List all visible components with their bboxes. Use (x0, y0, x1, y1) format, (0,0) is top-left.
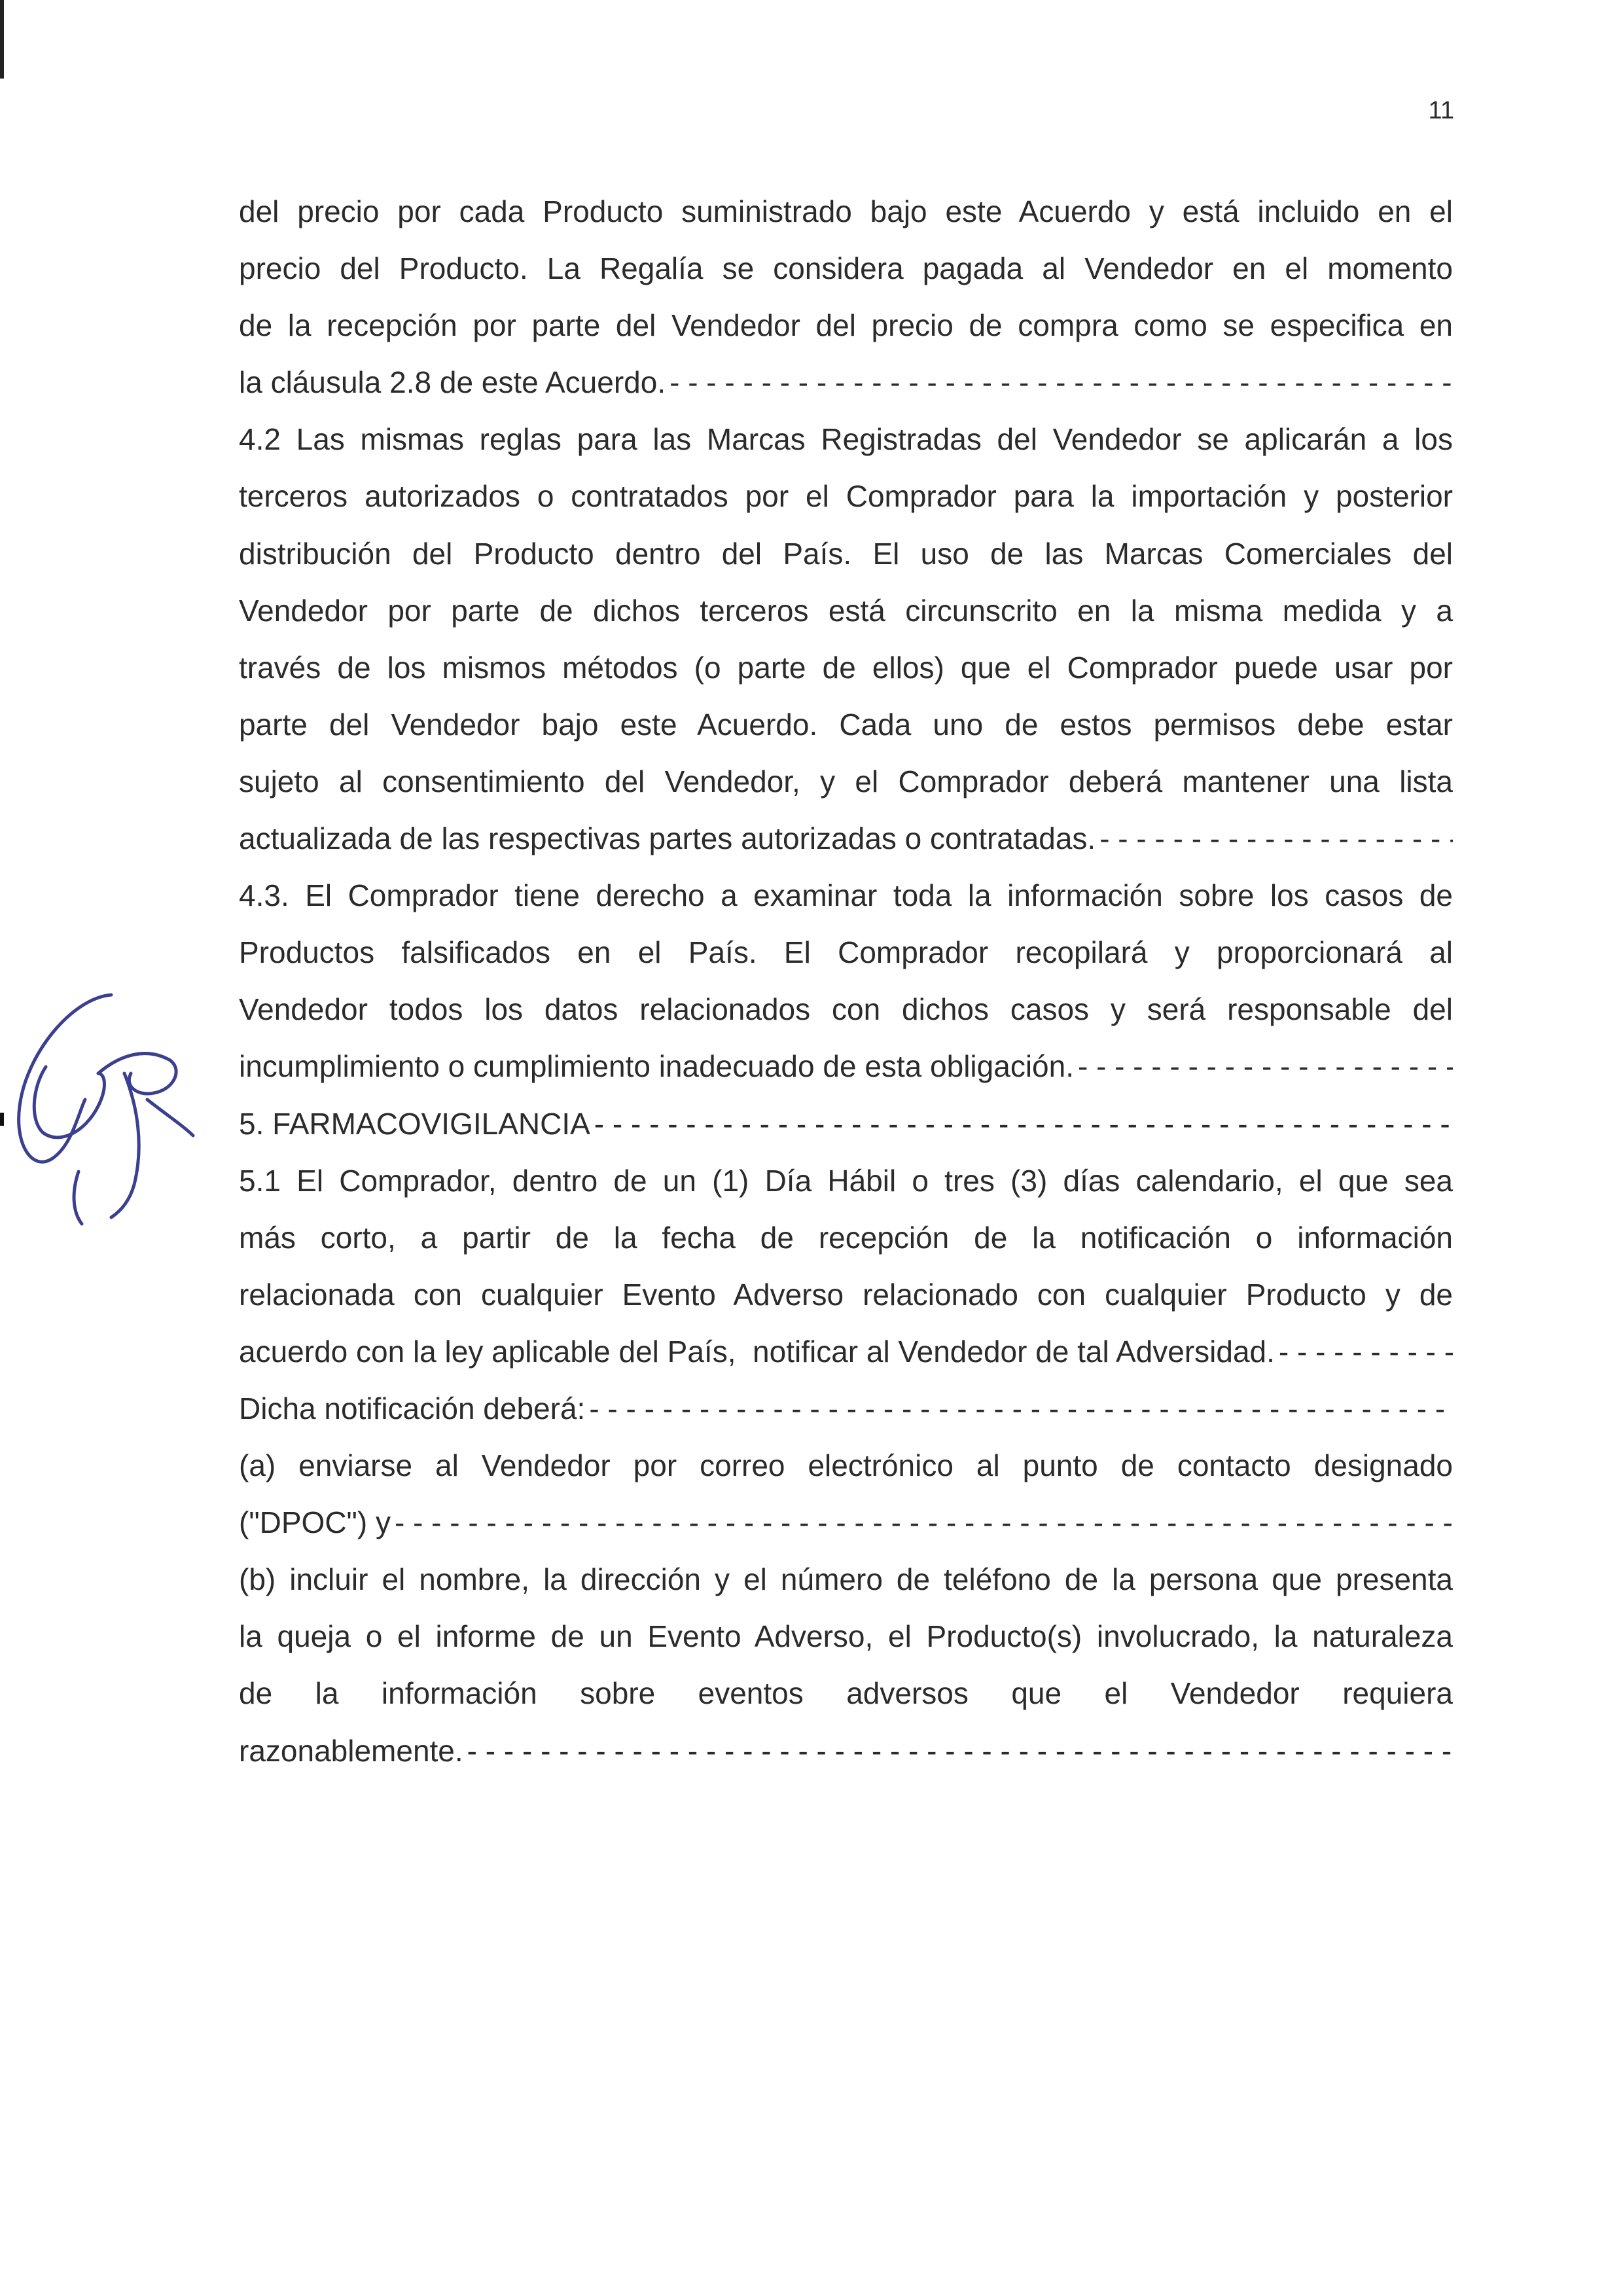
text-line (239, 1380, 1453, 1437)
line-text: precio del Producto. La Regalía se considera pagada al Vendedor en el momento (239, 251, 1453, 286)
line-text: (a) enviarse al Vendedor por correo electrónico al punto de contacto designado (239, 1448, 1453, 1483)
dash-filler (391, 1494, 1453, 1551)
text-line (239, 1551, 1453, 1608)
text-line (239, 1323, 1453, 1380)
line-text: distribución del Producto dentro del País. El uso de las Marcas Comerciales del (239, 536, 1453, 571)
page-number: 11 (1428, 97, 1454, 124)
dash-filler (590, 1096, 1453, 1153)
line-text: través de los mismos métodos (o parte de ellos) que el Comprador puede usar por (239, 650, 1453, 685)
line-text: 4.2 Las mismas reglas para las Marcas Registradas del Vendedor se aplicarán a los (239, 422, 1453, 457)
text-line (239, 753, 1453, 810)
text-line (239, 1210, 1453, 1266)
line-text: 4.3. El Comprador tiene derecho a examinar toda la información sobre los casos de (239, 878, 1453, 913)
line-text: Productos falsificados en el País. El Comprador recopilará y proporcionará al (239, 935, 1453, 970)
handwritten-signature (7, 975, 203, 1237)
line-text: 5.1 El Comprador, dentro de un (1) Día Hábil o tres (3) días calendario, el que sea (239, 1163, 1453, 1198)
text-line (239, 297, 1453, 354)
text-line (239, 924, 1453, 981)
line-text: (b) incluir el nombre, la dirección y el número de teléfono de la persona que presenta (239, 1562, 1453, 1597)
text-line (239, 411, 1453, 468)
text-line (239, 1153, 1453, 1210)
text-line (239, 1723, 1453, 1780)
text-line (239, 1096, 1453, 1153)
line-text: ("DPOC") y (239, 1505, 391, 1540)
line-text: parte del Vendedor bajo este Acuerdo. Cada uno de estos permisos debe estar (239, 707, 1453, 742)
text-line (239, 1608, 1453, 1665)
scan-edge-mark (0, 0, 4, 2296)
line-text: Vendedor todos los datos relacionados con dichos casos y será responsable del (239, 992, 1453, 1027)
line-text: razonablemente. (239, 1733, 463, 1768)
document-body (239, 183, 1453, 1780)
line-text: actualizada de las respectivas partes autorizadas o contratadas. (239, 821, 1096, 856)
text-line (239, 1437, 1453, 1494)
text-line (239, 583, 1453, 639)
text-line (239, 183, 1453, 240)
line-text: más corto, a partir de la fecha de recepción de la notificación o información (239, 1220, 1453, 1255)
line-text: relacionada con cualquier Evento Adverso relacionado con cualquier Producto y de (239, 1277, 1453, 1312)
dash-filler (463, 1723, 1453, 1780)
text-line (239, 981, 1453, 1038)
line-text: la queja o el informe de un Evento Adverso, el Producto(s) involucrado, la naturaleza (239, 1619, 1453, 1654)
line-text: sujeto al consentimiento del Vendedor, y el Comprador deberá mantener una lista (239, 764, 1453, 798)
text-line (239, 639, 1453, 696)
text-line (239, 1494, 1453, 1551)
text-line (239, 867, 1453, 924)
text-line (239, 526, 1453, 583)
line-text: incumplimiento o cumplimiento inadecuado de esta obligación. (239, 1049, 1074, 1084)
text-line (239, 354, 1453, 411)
text-line (239, 240, 1453, 297)
dash-filler (1074, 1038, 1453, 1095)
text-line (239, 1266, 1453, 1323)
text-line (239, 696, 1453, 753)
text-line (239, 468, 1453, 525)
line-text: la cláusula 2.8 de este Acuerdo. (239, 365, 666, 400)
text-line (239, 810, 1453, 867)
line-text: acuerdo con la ley aplicable del País, notificar al Vendedor de tal Adversidad. (239, 1334, 1275, 1369)
line-text: de la recepción por parte del Vendedor del precio de compra como se especifica en (239, 308, 1453, 343)
line-text: de la información sobre eventos adversos que el Vendedor requiera (239, 1676, 1453, 1711)
dash-filler (1275, 1323, 1453, 1380)
dash-filler (1096, 810, 1453, 867)
dash-filler (585, 1380, 1453, 1437)
line-text: 5. FARMACOVIGILANCIA (239, 1106, 590, 1141)
line-text: Dicha notificación deberá: (239, 1391, 586, 1426)
text-line (239, 1038, 1453, 1095)
text-line (239, 1665, 1453, 1722)
dash-filler (666, 354, 1453, 411)
line-text: Vendedor por parte de dichos terceros está circunscrito en la misma medida y a (239, 593, 1453, 628)
line-text: del precio por cada Producto suministrado bajo este Acuerdo y está incluido en el (239, 194, 1453, 228)
line-text: terceros autorizados o contratados por el Comprador para la importación y posterior (239, 479, 1453, 514)
